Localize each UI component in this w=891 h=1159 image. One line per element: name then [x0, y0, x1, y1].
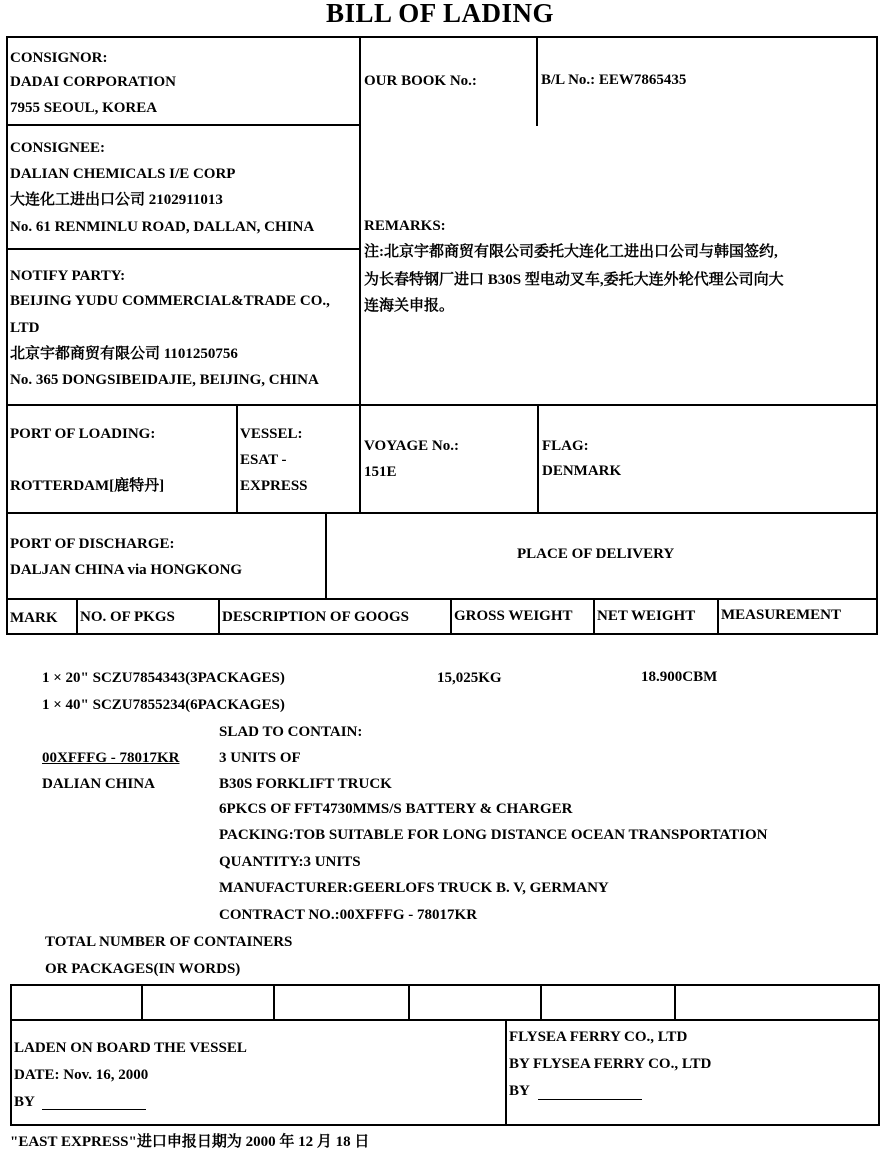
shipping-mark-2: DALIAN CHINA — [42, 776, 155, 792]
manufacturer-description: MANUFACTURER:GEERLOFS TRUCK B. V, GERMANY — [219, 880, 609, 896]
quantity-description: QUANTITY:3 UNITS — [219, 854, 361, 870]
shipping-mark-1: 00XFFFG - 78017KR — [42, 750, 180, 766]
col-description: DESCRIPTION OF GOOGS — [222, 609, 409, 625]
consignee-address: No. 61 RENMINLU ROAD, DALLAN, CHINA — [10, 219, 315, 235]
contract-number: CONTRACT NO.:00XFFFG - 78017KR — [219, 907, 478, 923]
consignee-chinese: 大连化工进出口公司 2102911013 — [10, 192, 223, 208]
consignor-address: 7955 SEOUL, KOREA — [10, 100, 158, 116]
bl-number: B/L No.: EEW7865435 — [541, 72, 687, 88]
our-book-label: OUR BOOK No.: — [364, 73, 477, 89]
voyage-label: VOYAGE No.: — [364, 438, 459, 454]
battery-description: 6PKCS OF FFT4730MMS/S BATTERY & CHARGER — [219, 801, 573, 817]
notify-label: NOTIFY PARTY: — [10, 268, 126, 284]
vessel-label: VESSEL: — [240, 426, 303, 442]
units-of: 3 UNITS OF — [219, 750, 301, 766]
packing-description: PACKING:TOB SUITABLE FOR LONG DISTANCE OCEAN TRANSPORTATION — [219, 827, 768, 843]
remarks-line3: 连海关申报。 — [364, 298, 455, 314]
carrier-signed-by: BY FLYSEA FERRY CO., LTD — [509, 1056, 712, 1072]
notify-chinese: 北京宇都商贸有限公司 1101250756 — [10, 346, 238, 362]
container-1: 1 × 20" SCZU7854343(3PACKAGES) — [42, 670, 285, 686]
carrier-signature-line — [538, 1099, 642, 1100]
gross-weight-value: 15,025KG — [437, 670, 502, 686]
container-2: 1 × 40" SCZU7855234(6PACKAGES) — [42, 697, 285, 713]
document-title: BILL OF LADING — [325, 0, 555, 28]
item-description: B30S FORKLIFT TRUCK — [219, 776, 392, 792]
port-loading-label: PORT OF LOADING: — [10, 426, 156, 442]
slad-to-contain: SLAD TO CONTAIN: — [219, 724, 363, 740]
total-containers-label: TOTAL NUMBER OF CONTAINERS — [45, 934, 293, 950]
port-discharge-label: PORT OF DISCHARGE: — [10, 536, 175, 552]
col-net-weight: NET WEIGHT — [597, 608, 696, 624]
place-delivery-label: PLACE OF DELIVERY — [517, 546, 675, 562]
col-gross-weight: GROSS WEIGHT — [454, 608, 573, 624]
consignee-name: DALIAN CHEMICALS I/E CORP — [10, 166, 236, 182]
consignor-label: CONSIGNOR: — [10, 50, 108, 66]
carrier-by-label: BY — [509, 1083, 530, 1099]
vessel-name-2: EXPRESS — [240, 478, 308, 494]
remarks-line1: 注:北京宇都商贸有限公司委托大连化工进出口公司与韩国签约, — [364, 244, 778, 260]
measurement-value: 18.900CBM — [641, 669, 718, 685]
col-measurement: MEASUREMENT — [721, 607, 842, 623]
footnote: "EAST EXPRESS"进口申报日期为 2000 年 12 月 18 日 — [10, 1134, 370, 1150]
laden-date: DATE: Nov. 16, 2000 — [14, 1067, 149, 1083]
carrier-name: FLYSEA FERRY CO., LTD — [509, 1029, 688, 1045]
laden-on-board: LADEN ON BOARD THE VESSEL — [14, 1040, 247, 1056]
notify-name-cont: LTD — [10, 320, 40, 336]
col-mark: MARK — [10, 610, 58, 626]
flag-value: DENMARK — [542, 463, 622, 479]
notify-name: BEIJING YUDU COMMERCIAL&TRADE CO., — [10, 293, 330, 309]
total-packages-label: OR PACKAGES(IN WORDS) — [45, 961, 241, 977]
col-pkgs: NO. OF PKGS — [80, 609, 175, 625]
flag-label: FLAG: — [542, 438, 589, 454]
port-discharge-value: DALJAN CHINA via HONGKONG — [10, 562, 243, 578]
laden-by-label: BY — [14, 1094, 35, 1110]
laden-signature-line — [42, 1109, 146, 1110]
port-loading-value: ROTTERDAM[鹿特丹] — [10, 478, 165, 494]
remarks-line2: 为长春特钢厂进口 B30S 型电动叉车,委托大连外轮代理公司向大 — [364, 272, 784, 288]
remarks-label: REMARKS: — [364, 218, 446, 234]
consignor-name: DADAI CORPORATION — [10, 74, 176, 90]
consignee-label: CONSIGNEE: — [10, 140, 106, 156]
vessel-name-1: ESAT - — [240, 452, 287, 468]
notify-address: No. 365 DONGSIBEIDAJIE, BEIJING, CHINA — [10, 372, 319, 388]
voyage-value: 151E — [364, 464, 397, 480]
